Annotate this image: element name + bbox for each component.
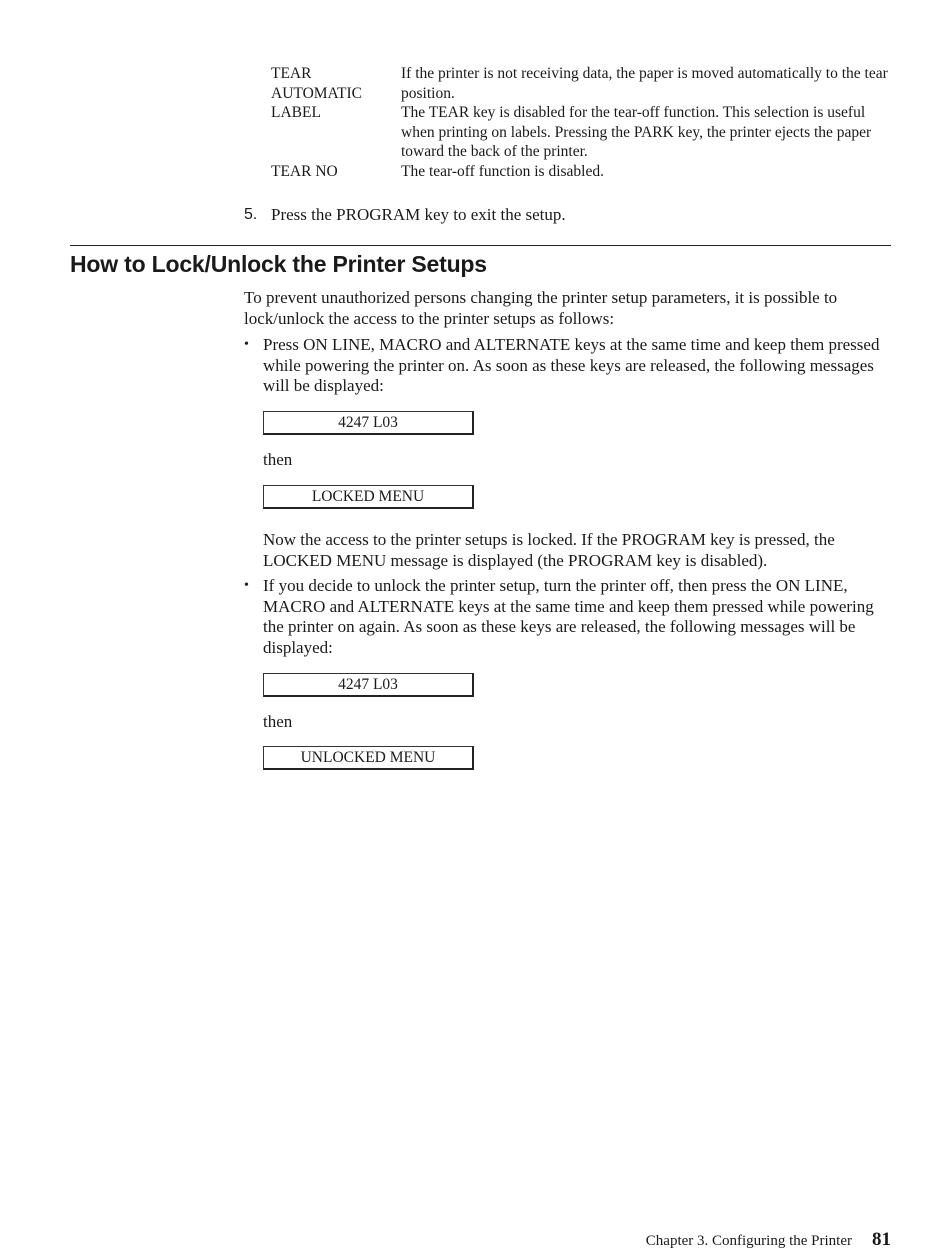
bullet-item-unlock [244, 576, 894, 658]
definition-term-line: TEAR [271, 65, 312, 82]
definition-row [271, 103, 891, 162]
definition-description: If the printer is not receiving data, the paper is moved automatically to the tear position. [401, 65, 888, 102]
then-label: then [263, 712, 293, 731]
display-message-box: 4247 L03 [263, 673, 474, 697]
section-divider [70, 245, 891, 246]
then-label: then [263, 450, 293, 469]
definition-term: TEAR NO [271, 162, 338, 180]
step-5 [244, 204, 566, 225]
display-message-box: LOCKED MENU [263, 485, 474, 509]
lock-note: Now the access to the printer setups is locked. If the PROGRAM key is pressed, the LOCKED MENU message is displayed (the PROGRAM key is disabled). [263, 530, 835, 570]
page-footer [646, 1229, 891, 1252]
definition-term-line: AUTOMATIC [271, 84, 362, 102]
definition-term [271, 64, 401, 103]
section-intro: To prevent unauthorized persons changing the printer setup parameters, it is possible to lock/unlock the access to the printer setups as follows: [244, 288, 838, 328]
display-message-box: 4247 L03 [263, 411, 474, 435]
page-number: 81 [872, 1229, 891, 1250]
step-number: 5. [244, 206, 258, 223]
bullet-text: Press ON LINE, MACRO and ALTERNATE keys at the same time and keep them pressed while powering the printer on. As soon as these keys are released, the following messages will be displayed: [263, 335, 880, 395]
definition-description: The tear-off function is disabled. [401, 162, 604, 180]
settings-definition-table [271, 64, 891, 181]
bullet-item-lock [244, 335, 894, 397]
definition-description: The TEAR key is disabled for the tear-off function. This selection is useful when printing on labels. Pressing the PARK key, the printer ejects the paper toward the back of the printer. [401, 104, 872, 160]
bullet-text: If you decide to unlock the printer setup, turn the printer off, then press the ON LINE, MACRO and ALTERNATE keys at the same time and keep them pressed while powering the printer on again. As soon as these keys are released, the following messages will be displayed: [263, 576, 874, 657]
display-message-box: UNLOCKED MENU [263, 746, 474, 770]
step-text: Press the PROGRAM key to exit the setup. [271, 205, 566, 224]
definition-term: LABEL [271, 104, 321, 121]
bullet-icon: • [244, 578, 249, 593]
section-heading: How to Lock/Unlock the Printer Setups [70, 251, 487, 277]
definition-row [271, 162, 891, 182]
bullet-icon: • [244, 337, 249, 352]
definition-row [271, 64, 891, 103]
footer-chapter-title: Chapter 3. Configuring the Printer [645, 1233, 852, 1249]
